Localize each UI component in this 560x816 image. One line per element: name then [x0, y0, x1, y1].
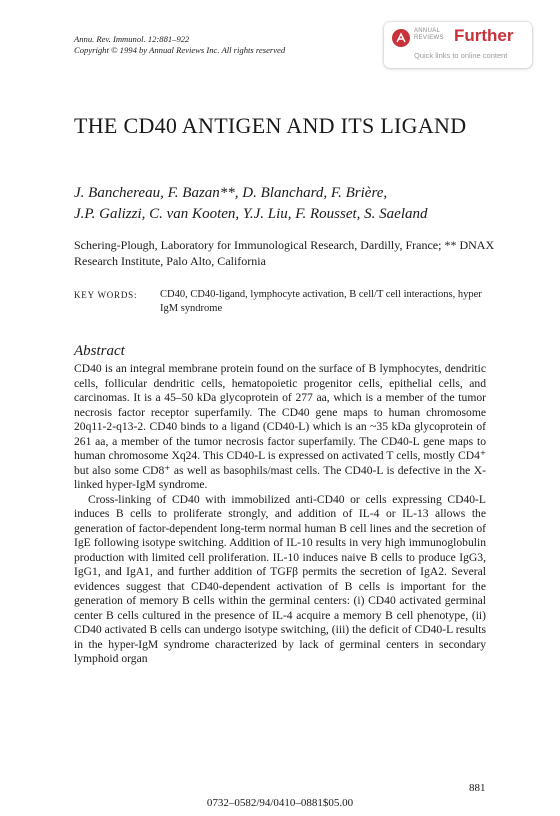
journal-line-2: Copyright © 1994 by Annual Reviews Inc. All rights reserved [74, 45, 286, 55]
journal-citation [74, 34, 285, 56]
author-line-2: J.P. Galizzi, C. van Kooten, Y.J. Liu, F. Rousset, S. Saeland [74, 206, 428, 222]
keywords-text: CD40, CD40-ligand, lymphocyte activation, B cell/T cell interactions, hyper IgM syndrome [160, 289, 482, 314]
abstract-body [74, 362, 486, 667]
author-line-1: J. Banchereau, F. Bazan**, D. Blanchard, F. Brière, [74, 185, 388, 201]
abstract-paragraph-2: Cross-linking of CD40 with immobilized anti-CD40 or cells expressing CD40-L induces B cells to proliferate strongly, and addition of IL-4 or IL-13 allows the generation of factor-dependent long-term normal human B cell lines and the secretion of IgE following isotype switching. Addition of IL-10 results in very high immunoglobulin production with limited cell proliferation. IL-10 induces naive B cells to produce IgG3, IgG1, and IgA1, and further addition of TGFβ permits the secretion of IgA2. Several evidences suggest that CD40-dependent activation of B cells is important for the generation of memory B cells within the germinal centers: (i) CD40 activated germinal center B cells cultured in the presence of IL-4 acquire a memory B cell phenotype, (ii) CD40 activated B cells can undergo isotype switching, (iii) the deficit of CD40-L results in the hyper-IgM syndrome characterized by lack of germinal centers in secondary lymphoid organ [74, 492, 486, 665]
annual-reviews-logo-icon [392, 29, 410, 47]
journal-line-1: Annu. Rev. Immunol. 12:881–922 [74, 34, 190, 44]
footer-code: 0732–0582/94/0410–0881$05.00 [206, 797, 354, 809]
badge-tagline: Quick links to online content [414, 51, 508, 60]
badge-reviews: REVIEWS [414, 35, 444, 41]
page-number: 881 [469, 782, 486, 794]
author-list [74, 183, 504, 225]
affiliation: Schering-Plough, Laboratory for Immunological Research, Dardilly, France; ** DNAX Research Institute, Palo Alto, California [74, 238, 495, 268]
badge-annual: ANNUAL [414, 28, 441, 34]
abstract-paragraph-1: CD40 is an integral membrane protein found on the surface of B lymphocytes, dendritic cells, follicular dendritic cells, hematopoietic progenitor cells, epithelial cells, and carcinomas. It is a 45–50 kDa glycoprotein of 277 aa, which is a member of the tumor necrosis factor receptor superfamily. The CD40 gene maps to human chromosome 20q11-2-q13-2. CD40 binds to a ligand (CD40-L) which is an ~35 kDa glycoprotein of 261 aa, a member of the tumor necrosis factor superfamily. The CD40-L gene maps to human chromosome Xq24. This CD40-L is expressed on activated T cells, mostly CD4⁺ but also some CD8⁺ as well as basophils/mast cells. The CD40-L is defective in the X-linked hyper-IgM syndrome. [74, 362, 486, 491]
badge-further-label: Further [454, 26, 514, 45]
abstract-heading: Abstract [74, 343, 125, 359]
keywords-label: KEY WORDS: [74, 290, 138, 300]
further-online-badge[interactable] [384, 22, 532, 68]
badge-publisher [414, 28, 444, 42]
article-title: THE CD40 ANTIGEN AND ITS LIGAND [74, 113, 467, 138]
